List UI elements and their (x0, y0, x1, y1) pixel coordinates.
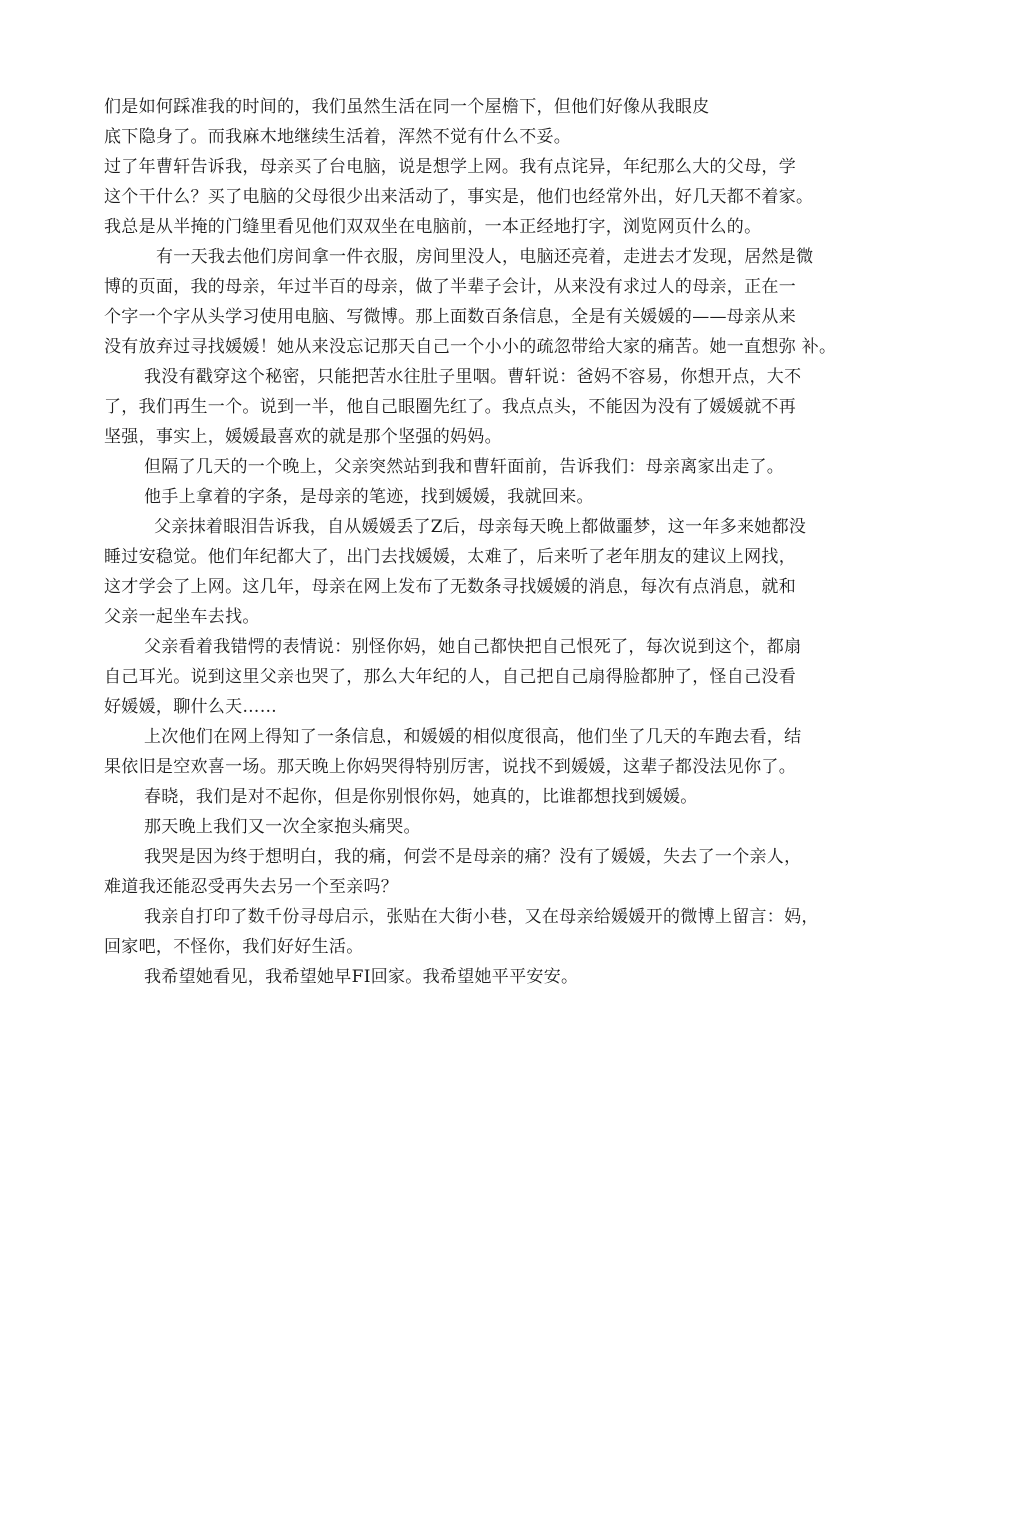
text-line: 父亲看着我错愕的表情说：别怪你妈，她自己都快把自己恨死了，每次说到这个，都扇 (144, 637, 802, 657)
text-line: 底下隐身了。而我麻木地继续生活着，浑然不觉有什么不妥。 (104, 127, 572, 147)
text-line: 自己耳光。说到这里父亲也哭了，那么大年纪的人，自己把自己扇得脸都肿了，怪自己没看 (104, 667, 796, 687)
text-line: 这才学会了上网。这几年，母亲在网上发布了无数条寻找媛媛的消息，每次有点消息，就和 (104, 577, 796, 597)
text-line: 睡过安稳觉。他们年纪都大了，出门去找媛媛，太难了，后来听了老年朋友的建议上网找， (104, 547, 796, 567)
text-line: 我总是从半掩的门缝里看见他们双双坐在电脑前，一本正经地打字，浏览网页什么的。 (104, 217, 762, 237)
text-line: 过了年曹轩告诉我，母亲买了台电脑，说是想学上网。我有点诧异，年纪那么大的父母，学 (104, 157, 796, 177)
text-line: 个字一个字从头学习使用电脑、写微博。那上面数百条信息，全是有关媛媛的——母亲从来 (104, 307, 796, 327)
text-line: 我哭是因为终于想明白，我的痛，何尝不是母亲的痛？没有了媛媛，失去了一个亲人， (144, 847, 802, 867)
text-line: 我亲自打印了数千份寻母启示，张贴在大街小巷，又在母亲给媛媛开的微博上留言：妈， (144, 907, 819, 927)
text-line: 父亲抹着眼泪告诉我，自从媛媛丢了Z后，母亲每天晚上都做噩梦，这一年多来她都没 (154, 517, 807, 537)
text-line: 博的页面，我的母亲，年过半百的母亲，做了半辈子会计，从来没有求过人的母亲，正在一 (104, 277, 796, 297)
text-line: 这个干什么？买了电脑的父母很少出来活动了，事实是，他们也经常外出，好几天都不着家。 (104, 187, 814, 207)
text-line: 那天晚上我们又一次全家抱头痛哭。 (144, 817, 421, 837)
text-line: 难道我还能忍受再失去另一个至亲吗？ (104, 877, 399, 897)
text-line: 我没有戳穿这个秘密，只能把苦水往肚子里咽。曹轩说：爸妈不容易，你想开点，大不 (144, 367, 802, 387)
text-line: 果依旧是空欢喜一场。那天晚上你妈哭得特别厉害，说找不到媛媛，这辈子都没法见你了。 (104, 757, 796, 777)
text-line: 但隔了几天的一个晚上，父亲突然站到我和曹轩面前，告诉我们：母亲离家出走了。 (144, 457, 785, 477)
text-line: 了，我们再生一个。说到一半，他自己眼圈先红了。我点点头，不能因为没有了媛媛就不再 (104, 397, 796, 417)
text-line: 没有放弃过寻找媛媛！她从来没忘记那天自己一个小小的疏忽带给大家的痛苦。她一直想弥 补。 (104, 337, 837, 357)
text-line: 他手上拿着的字条，是母亲的笔迹，找到媛媛，我就回来。 (144, 487, 594, 507)
text-line: 父亲一起坐车去找。 (104, 607, 260, 627)
text-line: 回家吧，不怪你，我们好好生活。 (104, 937, 364, 957)
text-line: 好媛媛，聊什么天…… (104, 697, 277, 717)
text-line: 春晓，我们是对不起你，但是你别恨你妈，她真的，比谁都想找到媛媛。 (144, 787, 698, 807)
text-line: 们是如何踩准我的时间的，我们虽然生活在同一个屋檐下，但他们好像从我眼皮 (104, 97, 710, 117)
text-line: 上次他们在网上得知了一条信息，和媛媛的相似度很高，他们坐了几天的车跑去看，结 (144, 727, 802, 747)
text-line: 坚强，事实上，媛媛最喜欢的就是那个坚强的妈妈。 (104, 427, 502, 447)
document-body (104, 92, 904, 992)
text-line: 有一天我去他们房间拿一件衣服，房间里没人，电脑还亮着，走进去才发现，居然是微 (156, 247, 814, 267)
text-line: 我希望她看见，我希望她早FI回家。我希望她平平安安。 (144, 967, 579, 987)
